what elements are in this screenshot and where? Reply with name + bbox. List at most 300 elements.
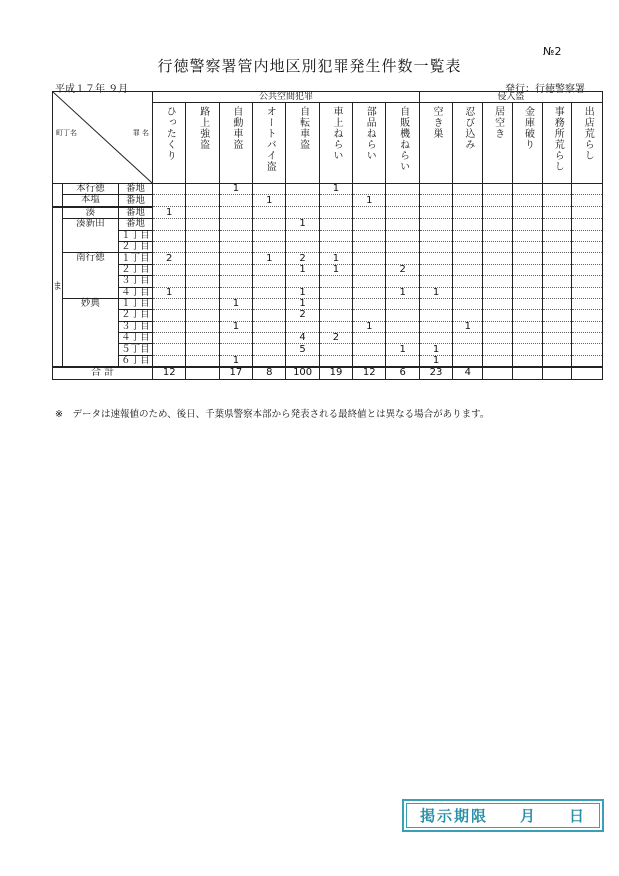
count-cell xyxy=(483,344,512,355)
corner-crime-label: 罪 名 xyxy=(132,129,150,137)
count-cell xyxy=(286,195,319,207)
count-cell: 1 xyxy=(253,195,286,207)
count-cell xyxy=(512,230,542,241)
count-cell xyxy=(353,230,386,241)
count-cell xyxy=(453,333,483,344)
count-cell xyxy=(186,355,219,367)
count-cell xyxy=(453,298,483,309)
count-cell xyxy=(572,321,603,332)
column-header-label: 空き巣 xyxy=(431,106,442,139)
count-cell: 1 xyxy=(386,344,419,355)
count-cell xyxy=(353,241,386,252)
total-cell: 4 xyxy=(453,367,483,379)
count-cell xyxy=(353,287,386,298)
count-cell: 1 xyxy=(419,344,452,355)
block-label: ２丁目 xyxy=(118,310,152,321)
count-cell xyxy=(219,253,252,264)
count-cell xyxy=(153,344,186,355)
count-cell: 1 xyxy=(153,287,186,298)
count-cell xyxy=(186,344,219,355)
count-cell xyxy=(253,321,286,332)
count-cell: 1 xyxy=(453,321,483,332)
table-row xyxy=(53,276,603,287)
count-cell: 1 xyxy=(286,264,319,275)
count-cell xyxy=(219,310,252,321)
table-row xyxy=(53,355,603,367)
count-cell xyxy=(512,355,542,367)
count-cell xyxy=(286,184,319,195)
count-cell xyxy=(186,253,219,264)
count-cell xyxy=(572,344,603,355)
count-cell xyxy=(543,230,572,241)
corner-town-label: 町丁名 xyxy=(56,129,77,137)
total-cell xyxy=(572,367,603,379)
count-cell xyxy=(543,321,572,332)
table-row xyxy=(53,230,603,241)
count-cell xyxy=(319,230,352,241)
count-cell xyxy=(186,264,219,275)
table-row xyxy=(53,241,603,252)
count-cell xyxy=(572,287,603,298)
issuer: 発行：行徳警察署 xyxy=(505,84,585,95)
count-cell xyxy=(483,241,512,252)
block-label: 番地 xyxy=(118,219,152,230)
total-cell: 23 xyxy=(419,367,452,379)
total-cell xyxy=(512,367,542,379)
count-cell xyxy=(219,344,252,355)
crime-count-table xyxy=(52,91,603,380)
count-cell: 4 xyxy=(286,333,319,344)
count-cell xyxy=(186,287,219,298)
count-cell xyxy=(572,333,603,344)
count-cell xyxy=(319,207,352,219)
count-cell: 1 xyxy=(286,298,319,309)
column-header-label: 居空き xyxy=(492,106,504,139)
count-cell xyxy=(453,276,483,287)
count-cell xyxy=(572,207,603,219)
column-header xyxy=(572,103,603,184)
count-cell xyxy=(543,219,572,230)
count-cell xyxy=(286,276,319,287)
count-cell xyxy=(153,310,186,321)
table-row xyxy=(53,184,603,195)
total-label: 合 計 xyxy=(53,367,153,379)
count-cell xyxy=(319,276,352,287)
count-cell xyxy=(512,344,542,355)
count-cell xyxy=(386,321,419,332)
count-cell: 2 xyxy=(286,253,319,264)
report-date: 平成１７年 ９月 xyxy=(55,84,129,95)
count-cell xyxy=(253,355,286,367)
column-header-label: 忍び込み xyxy=(462,106,474,150)
count-cell xyxy=(483,333,512,344)
count-cell xyxy=(483,287,512,298)
count-cell xyxy=(253,333,286,344)
count-cell xyxy=(153,241,186,252)
count-cell xyxy=(453,230,483,241)
block-label: ５丁目 xyxy=(118,344,152,355)
town-name: 湊新田 xyxy=(63,219,119,253)
count-cell xyxy=(453,219,483,230)
corner-header xyxy=(53,92,153,184)
column-header-label: 車上ねらい xyxy=(330,106,342,161)
count-cell xyxy=(286,230,319,241)
table-row xyxy=(53,195,603,207)
count-cell xyxy=(512,241,542,252)
count-cell xyxy=(253,310,286,321)
block-label: ３丁目 xyxy=(118,276,152,287)
count-cell xyxy=(572,298,603,309)
count-cell xyxy=(353,219,386,230)
count-cell xyxy=(419,195,452,207)
count-cell xyxy=(512,321,542,332)
total-cell: 19 xyxy=(319,367,352,379)
column-header xyxy=(253,103,286,184)
column-header xyxy=(483,103,512,184)
count-cell: 2 xyxy=(286,310,319,321)
count-cell xyxy=(543,276,572,287)
count-cell xyxy=(253,276,286,287)
count-cell xyxy=(419,298,452,309)
count-cell xyxy=(153,219,186,230)
side-label: ま xyxy=(53,207,63,367)
count-cell xyxy=(186,195,219,207)
column-header-label: 出店荒らし xyxy=(582,106,594,161)
count-cell xyxy=(319,310,352,321)
page-title: 行徳警察署管内地区別犯罪発生件数一覧表 xyxy=(157,57,462,75)
count-cell xyxy=(419,264,452,275)
count-cell xyxy=(219,287,252,298)
column-header xyxy=(543,103,572,184)
count-cell xyxy=(219,195,252,207)
count-cell xyxy=(386,184,419,195)
count-cell xyxy=(419,276,452,287)
count-cell xyxy=(453,241,483,252)
count-cell xyxy=(512,184,542,195)
column-header-label: 事務所荒らし xyxy=(552,106,564,172)
column-header-label: 自販機ねらい xyxy=(397,106,409,172)
count-cell xyxy=(219,276,252,287)
column-header xyxy=(186,103,219,184)
count-cell xyxy=(483,253,512,264)
town-name: 本行徳 xyxy=(63,184,119,195)
count-cell xyxy=(353,253,386,264)
count-cell xyxy=(419,333,452,344)
count-cell xyxy=(353,310,386,321)
count-cell xyxy=(319,195,352,207)
block-label: １丁目 xyxy=(118,230,152,241)
count-cell xyxy=(453,253,483,264)
block-label: ４丁目 xyxy=(118,333,152,344)
count-cell xyxy=(483,321,512,332)
count-cell xyxy=(353,355,386,367)
count-cell xyxy=(386,355,419,367)
block-label: ３丁目 xyxy=(118,321,152,332)
column-header-label: ひったくり xyxy=(164,106,176,161)
column-header xyxy=(219,103,252,184)
block-label: 番地 xyxy=(118,195,152,207)
count-cell: 2 xyxy=(386,264,419,275)
count-cell xyxy=(453,264,483,275)
count-cell xyxy=(386,276,419,287)
table-row xyxy=(53,321,603,332)
count-cell: 1 xyxy=(286,219,319,230)
total-cell xyxy=(483,367,512,379)
count-cell xyxy=(512,333,542,344)
count-cell xyxy=(453,184,483,195)
count-cell xyxy=(253,219,286,230)
count-cell xyxy=(512,264,542,275)
count-cell xyxy=(153,298,186,309)
block-label: ２丁目 xyxy=(118,264,152,275)
count-cell xyxy=(483,230,512,241)
count-cell xyxy=(153,184,186,195)
count-cell: 1 xyxy=(286,287,319,298)
count-cell xyxy=(572,219,603,230)
count-cell xyxy=(219,241,252,252)
count-cell xyxy=(543,333,572,344)
column-header xyxy=(353,103,386,184)
count-cell xyxy=(186,230,219,241)
count-cell xyxy=(219,219,252,230)
count-cell xyxy=(512,298,542,309)
count-cell xyxy=(512,276,542,287)
town-name: 湊 xyxy=(63,207,119,219)
count-cell xyxy=(453,310,483,321)
count-cell xyxy=(543,184,572,195)
count-cell xyxy=(219,230,252,241)
count-cell xyxy=(572,310,603,321)
count-cell xyxy=(419,207,452,219)
count-cell xyxy=(572,241,603,252)
count-cell xyxy=(483,219,512,230)
count-cell xyxy=(572,184,603,195)
total-cell: 8 xyxy=(253,367,286,379)
count-cell xyxy=(153,195,186,207)
total-cell: 100 xyxy=(286,367,319,379)
count-cell xyxy=(386,253,419,264)
count-cell xyxy=(386,230,419,241)
count-cell xyxy=(153,355,186,367)
count-cell xyxy=(572,355,603,367)
count-cell: 1 xyxy=(219,184,252,195)
column-header-label: 部品ねらい xyxy=(364,106,376,161)
total-cell: 17 xyxy=(219,367,252,379)
count-cell xyxy=(572,253,603,264)
count-cell xyxy=(186,207,219,219)
count-cell xyxy=(419,253,452,264)
column-header-label: 自転車盗 xyxy=(297,106,309,150)
block-label: １丁目 xyxy=(118,253,152,264)
count-cell xyxy=(186,241,219,252)
count-cell xyxy=(512,207,542,219)
column-header-label: 自動車盗 xyxy=(230,106,242,150)
count-cell xyxy=(543,195,572,207)
count-cell xyxy=(353,207,386,219)
column-header xyxy=(319,103,352,184)
count-cell xyxy=(512,219,542,230)
count-cell xyxy=(543,241,572,252)
count-cell: 1 xyxy=(353,195,386,207)
count-cell xyxy=(453,207,483,219)
town-name: 妙典 xyxy=(63,298,119,367)
count-cell xyxy=(543,253,572,264)
count-cell: 2 xyxy=(153,253,186,264)
count-cell: 2 xyxy=(319,333,352,344)
total-row xyxy=(53,367,603,379)
column-header xyxy=(512,103,542,184)
table-row xyxy=(53,344,603,355)
count-cell xyxy=(353,298,386,309)
count-cell xyxy=(186,321,219,332)
count-cell xyxy=(319,321,352,332)
posting-deadline-stamp xyxy=(402,799,604,832)
count-cell: 1 xyxy=(419,355,452,367)
count-cell xyxy=(572,264,603,275)
count-cell xyxy=(386,298,419,309)
count-cell xyxy=(512,195,542,207)
count-cell xyxy=(219,207,252,219)
table-row xyxy=(53,310,603,321)
count-cell xyxy=(483,195,512,207)
column-header-label: 路上強盗 xyxy=(197,106,209,150)
count-cell xyxy=(572,230,603,241)
count-cell xyxy=(186,298,219,309)
count-cell xyxy=(419,219,452,230)
count-cell xyxy=(386,207,419,219)
count-cell: 1 xyxy=(219,355,252,367)
count-cell xyxy=(572,276,603,287)
count-cell xyxy=(543,355,572,367)
count-cell xyxy=(253,344,286,355)
group-burglary: 侵入盗 xyxy=(419,92,602,103)
table-row xyxy=(53,287,603,298)
count-cell xyxy=(483,355,512,367)
count-cell xyxy=(253,241,286,252)
count-cell: 1 xyxy=(153,207,186,219)
total-cell xyxy=(543,367,572,379)
count-cell xyxy=(419,310,452,321)
count-cell xyxy=(253,184,286,195)
count-cell xyxy=(543,287,572,298)
count-cell xyxy=(286,321,319,332)
count-cell xyxy=(253,298,286,309)
table-row xyxy=(53,264,603,275)
count-cell xyxy=(453,287,483,298)
count-cell xyxy=(386,310,419,321)
block-label: ４丁目 xyxy=(118,287,152,298)
count-cell xyxy=(153,264,186,275)
count-cell xyxy=(253,230,286,241)
count-cell: 1 xyxy=(353,321,386,332)
count-cell xyxy=(153,321,186,332)
block-label: 番地 xyxy=(118,207,152,219)
total-cell: 6 xyxy=(386,367,419,379)
count-cell xyxy=(319,355,352,367)
count-cell: 5 xyxy=(286,344,319,355)
count-cell: 1 xyxy=(419,287,452,298)
count-cell xyxy=(483,264,512,275)
town-name: 南行徳 xyxy=(63,253,119,299)
table-row xyxy=(53,207,603,219)
count-cell xyxy=(319,298,352,309)
count-cell xyxy=(453,355,483,367)
document-number: №2 xyxy=(543,45,562,58)
count-cell xyxy=(153,333,186,344)
count-cell xyxy=(386,195,419,207)
count-cell xyxy=(419,184,452,195)
count-cell xyxy=(186,276,219,287)
count-cell xyxy=(512,287,542,298)
group-public-space: 公共空間犯罪 xyxy=(153,92,420,103)
count-cell xyxy=(483,310,512,321)
count-cell xyxy=(453,344,483,355)
count-cell xyxy=(286,241,319,252)
column-header-label: 金庫破り xyxy=(522,106,534,150)
total-cell: 12 xyxy=(353,367,386,379)
table-row xyxy=(53,333,603,344)
count-cell xyxy=(353,333,386,344)
count-cell xyxy=(319,287,352,298)
count-cell xyxy=(353,184,386,195)
count-cell: 1 xyxy=(319,253,352,264)
count-cell xyxy=(512,253,542,264)
count-cell: 1 xyxy=(319,264,352,275)
count-cell xyxy=(512,310,542,321)
count-cell: 1 xyxy=(219,298,252,309)
column-header-label: オートバイ盗 xyxy=(264,106,276,172)
footnote: ※ データは速報値のため、後日、千葉県警察本部から発表される最終値とは異なる場合があります。 xyxy=(55,409,490,420)
count-cell xyxy=(419,241,452,252)
count-cell xyxy=(453,195,483,207)
count-cell xyxy=(319,219,352,230)
count-cell xyxy=(186,333,219,344)
column-header xyxy=(453,103,483,184)
count-cell xyxy=(286,207,319,219)
count-cell: 1 xyxy=(219,321,252,332)
count-cell: 1 xyxy=(253,253,286,264)
count-cell xyxy=(219,333,252,344)
block-label: 番地 xyxy=(118,184,152,195)
count-cell xyxy=(572,195,603,207)
count-cell: 1 xyxy=(319,184,352,195)
count-cell xyxy=(419,321,452,332)
total-cell xyxy=(186,367,219,379)
stamp-month: 月 xyxy=(519,807,537,825)
column-header xyxy=(153,103,186,184)
stamp-label: 掲示期限 xyxy=(419,807,488,825)
column-header xyxy=(419,103,452,184)
count-cell xyxy=(219,264,252,275)
count-cell xyxy=(353,344,386,355)
count-cell xyxy=(543,264,572,275)
column-header xyxy=(386,103,419,184)
stamp-day: 日 xyxy=(568,807,586,825)
table-row xyxy=(53,253,603,264)
count-cell xyxy=(483,276,512,287)
count-cell xyxy=(153,276,186,287)
side-cell xyxy=(53,184,63,207)
count-cell xyxy=(253,287,286,298)
count-cell xyxy=(483,298,512,309)
count-cell xyxy=(386,241,419,252)
count-cell xyxy=(543,298,572,309)
count-cell xyxy=(186,219,219,230)
count-cell xyxy=(153,230,186,241)
count-cell xyxy=(319,344,352,355)
count-cell xyxy=(386,219,419,230)
block-label: １丁目 xyxy=(118,298,152,309)
